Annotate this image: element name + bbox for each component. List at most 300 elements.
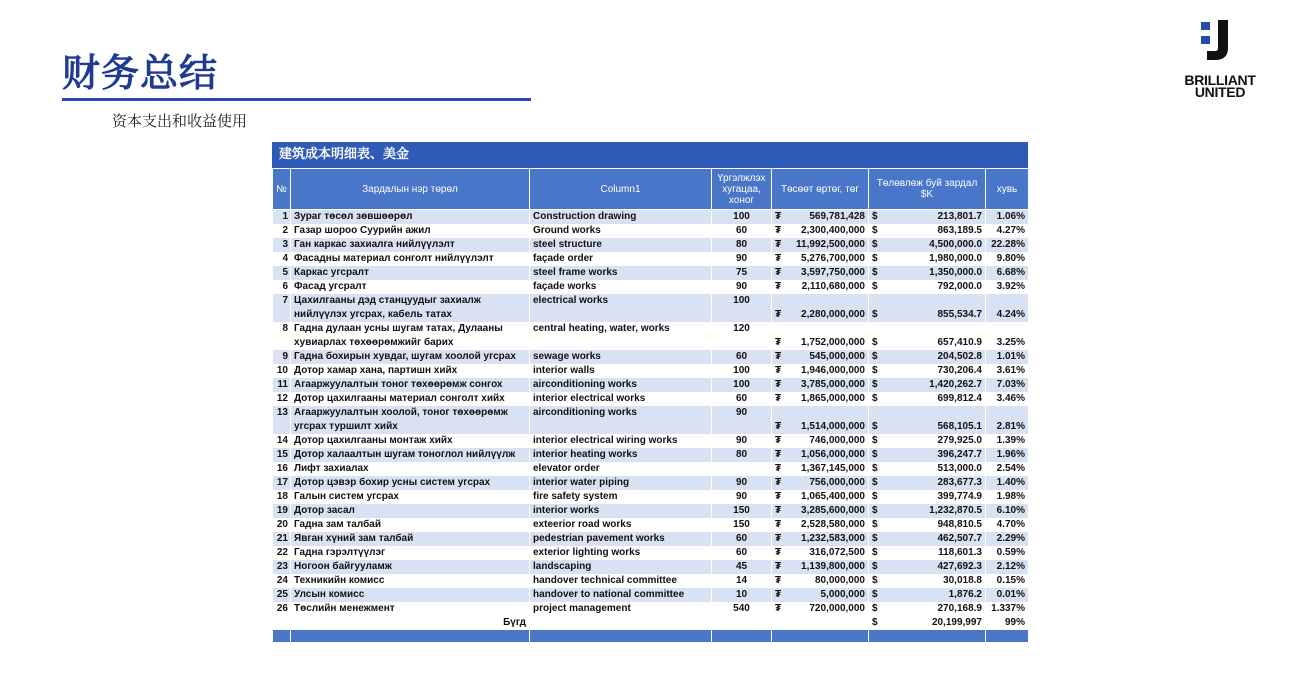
row-cost-tog-cell — [772, 210, 869, 225]
row-cost-usd-cell — [869, 350, 986, 364]
table-row — [273, 350, 1029, 364]
row-cost-usd-cell — [869, 406, 986, 434]
row-name-mn: Газар шороо Суурийн ажил — [291, 224, 530, 238]
row-cost-usd-cell — [869, 266, 986, 280]
logo-text-line1: BRILLIANT — [1184, 72, 1256, 88]
cost-tog-wrap — [775, 420, 865, 434]
row-percent: 1.06% — [986, 210, 1029, 225]
cost-tog-wrap — [775, 518, 865, 532]
cost-usd-wrap — [872, 448, 982, 462]
currency-dollar: $ — [872, 435, 878, 446]
table-row — [273, 238, 1029, 252]
row-percent: 3.25% — [986, 322, 1029, 350]
row-number: 7 — [273, 294, 291, 322]
total-row — [273, 616, 1029, 630]
row-cost-usd: 427,692.3 — [937, 561, 982, 572]
row-cost-usd: 1,876.2 — [948, 589, 982, 600]
row-number: 1 — [273, 210, 291, 225]
cost-tog-wrap — [775, 490, 865, 504]
row-number: 15 — [273, 448, 291, 462]
row-cost-tog: 1,865,000,000 — [801, 393, 865, 404]
table-row — [273, 490, 1029, 504]
currency-dollar: $ — [872, 267, 878, 278]
row-name-en: steel structure — [530, 238, 712, 252]
currency-tugrik: ₮ — [775, 519, 782, 530]
row-cost-tog-cell — [772, 350, 869, 364]
row-number: 26 — [273, 602, 291, 616]
footer-cell — [530, 630, 712, 642]
cost-tog-wrap — [775, 476, 865, 490]
cost-tog-wrap — [775, 252, 865, 266]
cost-tog-wrap — [775, 560, 865, 574]
row-percent: 1.96% — [986, 448, 1029, 462]
cost-tog-wrap — [775, 238, 865, 252]
footer-cell — [986, 630, 1029, 642]
table-row — [273, 224, 1029, 238]
table-row — [273, 602, 1029, 616]
currency-dollar: $ — [872, 589, 878, 600]
cost-usd-wrap — [872, 490, 982, 504]
row-cost-tog: 1,056,000,000 — [801, 449, 865, 460]
row-name-mn: Ногоон байгууламж — [291, 560, 530, 574]
footer-cell — [273, 630, 291, 642]
row-name-en: interior electrical wiring works — [530, 434, 712, 448]
row-number: 9 — [273, 350, 291, 364]
currency-tugrik: ₮ — [775, 225, 782, 236]
currency-dollar: $ — [872, 239, 878, 250]
row-number: 24 — [273, 574, 291, 588]
row-cost-tog: 2,528,580,000 — [801, 519, 865, 530]
row-cost-usd-cell — [869, 490, 986, 504]
currency-tugrik: ₮ — [775, 603, 782, 614]
page-title: 财务总结 — [62, 51, 219, 95]
row-name-mn: Дотор цэвэр бохир усны систем угсрах — [291, 476, 530, 490]
page-subtitle: 资本支出和收益使用 — [112, 112, 248, 130]
cost-table — [272, 168, 1029, 642]
row-name-en: airconditioning works — [530, 406, 712, 434]
currency-tugrik: ₮ — [775, 463, 782, 474]
cost-usd-wrap — [872, 504, 982, 518]
row-percent: 9.80% — [986, 252, 1029, 266]
row-cost-tog-cell — [772, 364, 869, 378]
table-row — [273, 406, 1029, 434]
col-header-duration: Үргэлжлэх хугацаа, хоног — [712, 169, 772, 210]
currency-tugrik: ₮ — [775, 393, 782, 404]
currency-dollar: $ — [872, 463, 878, 474]
row-name-en: façade works — [530, 280, 712, 294]
row-percent: 1.01% — [986, 350, 1029, 364]
row-cost-usd: 863,189.5 — [937, 225, 982, 236]
currency-tugrik: ₮ — [775, 281, 782, 292]
row-number: 2 — [273, 224, 291, 238]
row-cost-usd-cell — [869, 322, 986, 350]
table-row — [273, 448, 1029, 462]
cost-usd-wrap — [872, 602, 982, 616]
brilliant-united-logo — [1172, 18, 1268, 102]
row-name-mn: Дотор засал — [291, 504, 530, 518]
logo-mark-icon — [1199, 18, 1241, 62]
currency-dollar: $ — [872, 225, 878, 236]
row-cost-usd: 730,206.4 — [937, 365, 982, 376]
row-percent: 4.70% — [986, 518, 1029, 532]
row-number: 11 — [273, 378, 291, 392]
footer-cell — [869, 630, 986, 642]
row-cost-usd: 118,601.3 — [938, 547, 982, 558]
row-name-mn: Галын систем угсрах — [291, 490, 530, 504]
row-cost-usd: 30,018.8 — [943, 575, 982, 586]
row-cost-usd: 283,677.3 — [937, 477, 982, 488]
currency-tugrik: ₮ — [775, 477, 782, 488]
row-cost-usd-cell — [869, 238, 986, 252]
row-name-mn: Цахилгааны дэд станцуудыг захиалж нийлүүлэх угсрах, кабель татах — [291, 294, 530, 322]
row-duration: 75 — [712, 266, 772, 280]
row-duration: 60 — [712, 224, 772, 238]
row-percent: 0.15% — [986, 574, 1029, 588]
row-cost-tog-cell — [772, 462, 869, 476]
cost-usd-wrap — [872, 546, 982, 560]
table-row — [273, 476, 1029, 490]
row-name-en: exterior lighting works — [530, 546, 712, 560]
table-row — [273, 546, 1029, 560]
row-name-en: pedestrian pavement works — [530, 532, 712, 546]
row-cost-usd-cell — [869, 476, 986, 490]
currency-tugrik: ₮ — [775, 267, 782, 278]
currency-dollar: $ — [872, 547, 878, 558]
col-header-cost-tog: Төсөөт өртөг, төг — [772, 169, 869, 210]
currency-tugrik: ₮ — [775, 491, 782, 502]
row-cost-tog-cell — [772, 518, 869, 532]
currency-tugrik: ₮ — [775, 421, 782, 432]
table-row — [273, 378, 1029, 392]
row-cost-usd: 1,232,870.5 — [929, 505, 982, 516]
row-duration: 540 — [712, 602, 772, 616]
row-cost-tog: 2,110,680,000 — [801, 281, 865, 292]
row-duration: 90 — [712, 476, 772, 490]
cost-usd-wrap — [872, 210, 982, 224]
currency-dollar: $ — [872, 491, 878, 502]
currency-dollar: $ — [872, 533, 878, 544]
row-percent: 6.68% — [986, 266, 1029, 280]
table-row — [273, 294, 1029, 322]
row-cost-tog-cell — [772, 252, 869, 266]
table-row — [273, 210, 1029, 225]
row-duration: 60 — [712, 350, 772, 364]
row-number: 17 — [273, 476, 291, 490]
row-number: 23 — [273, 560, 291, 574]
currency-dollar: $ — [872, 253, 878, 264]
row-cost-usd-cell — [869, 448, 986, 462]
row-cost-tog: 316,072,500 — [809, 547, 865, 558]
row-cost-tog-cell — [772, 322, 869, 350]
row-name-mn: Гадна гэрэлтүүлэг — [291, 546, 530, 560]
row-duration: 100 — [712, 378, 772, 392]
row-name-en: interior water piping — [530, 476, 712, 490]
row-number: 22 — [273, 546, 291, 560]
cost-tog-wrap — [775, 546, 865, 560]
row-cost-tog-cell — [772, 490, 869, 504]
row-cost-tog-cell — [772, 588, 869, 602]
currency-dollar: $ — [872, 617, 878, 628]
row-name-en: handover to national committee — [530, 588, 712, 602]
row-duration: 10 — [712, 588, 772, 602]
currency-tugrik: ₮ — [775, 505, 782, 516]
cost-usd-wrap — [872, 420, 982, 434]
table-row — [273, 266, 1029, 280]
cost-tog-wrap — [775, 378, 865, 392]
footer-cell — [772, 630, 869, 642]
row-duration: 90 — [712, 490, 772, 504]
row-duration: 150 — [712, 518, 772, 532]
row-name-mn: Ган каркас захиалга нийлүүлэлт — [291, 238, 530, 252]
row-name-mn: Гадна бохирын хувдаг, шугам хоолой угсрах — [291, 350, 530, 364]
currency-tugrik: ₮ — [775, 239, 782, 250]
col-header-no: № — [273, 169, 291, 210]
row-duration: 60 — [712, 532, 772, 546]
row-name-en: Construction drawing — [530, 210, 712, 225]
row-cost-usd: 1,350,000.0 — [929, 267, 982, 278]
row-cost-tog: 3,285,600,000 — [801, 505, 865, 516]
row-cost-tog: 746,000,000 — [809, 435, 865, 446]
cost-tog-wrap — [775, 434, 865, 448]
currency-tugrik: ₮ — [775, 211, 782, 222]
row-name-mn: Фасадны материал сонголт нийлүүлэлт — [291, 252, 530, 266]
row-percent: 4.27% — [986, 224, 1029, 238]
cost-tog-wrap — [775, 266, 865, 280]
cost-usd-wrap — [872, 266, 982, 280]
row-duration: 100 — [712, 364, 772, 378]
cost-tog-wrap — [775, 350, 865, 364]
cost-usd-wrap — [872, 518, 982, 532]
total-usd-cell — [869, 616, 986, 630]
row-name-mn: Техникийн комисс — [291, 574, 530, 588]
row-cost-usd-cell — [869, 462, 986, 476]
row-name-mn: Лифт захиалах — [291, 462, 530, 476]
row-cost-tog-cell — [772, 504, 869, 518]
row-duration: 90 — [712, 252, 772, 266]
cost-tog-wrap — [775, 392, 865, 406]
row-name-mn: Явган хүний зам талбай — [291, 532, 530, 546]
row-percent: 0.59% — [986, 546, 1029, 560]
row-number: 3 — [273, 238, 291, 252]
row-name-en: steel frame works — [530, 266, 712, 280]
row-cost-usd: 204,502.8 — [937, 351, 982, 362]
row-name-mn: Агааржуулалтын тоног төхөөрөмж сонгох — [291, 378, 530, 392]
currency-dollar: $ — [872, 519, 878, 530]
row-percent: 1.98% — [986, 490, 1029, 504]
row-number: 18 — [273, 490, 291, 504]
currency-tugrik: ₮ — [775, 533, 782, 544]
cost-tog-wrap — [775, 532, 865, 546]
currency-tugrik: ₮ — [775, 435, 782, 446]
row-cost-usd-cell — [869, 210, 986, 225]
row-duration: 90 — [712, 406, 772, 434]
row-cost-tog-cell — [772, 238, 869, 252]
row-cost-tog: 1,514,000,000 — [801, 421, 865, 432]
row-duration: 90 — [712, 280, 772, 294]
row-name-mn: Төслийн менежмент — [291, 602, 530, 616]
row-cost-tog-cell — [772, 602, 869, 616]
row-cost-usd-cell — [869, 518, 986, 532]
currency-dollar: $ — [872, 561, 878, 572]
row-duration: 100 — [712, 294, 772, 322]
table-row — [273, 574, 1029, 588]
row-cost-tog: 80,000,000 — [814, 575, 865, 586]
row-percent: 6.10% — [986, 504, 1029, 518]
row-cost-usd: 948,810.5 — [937, 519, 982, 530]
row-percent: 2.81% — [986, 406, 1029, 434]
row-cost-usd: 213,801.7 — [937, 211, 982, 222]
row-number: 4 — [273, 252, 291, 266]
footer-cell — [712, 630, 772, 642]
row-percent: 4.24% — [986, 294, 1029, 322]
col-header-percent: хувь — [986, 169, 1029, 210]
row-name-en: façade order — [530, 252, 712, 266]
row-name-mn: Гадна зам талбай — [291, 518, 530, 532]
currency-tugrik: ₮ — [775, 337, 782, 348]
currency-dollar: $ — [872, 365, 878, 376]
table-body — [273, 210, 1029, 643]
table-row — [273, 364, 1029, 378]
row-duration — [712, 462, 772, 476]
cost-usd-wrap — [872, 574, 982, 588]
cost-usd-wrap — [872, 378, 982, 392]
row-cost-tog: 5,000,000 — [820, 589, 865, 600]
row-number: 21 — [273, 532, 291, 546]
table-row — [273, 588, 1029, 602]
cost-tog-wrap — [775, 364, 865, 378]
currency-dollar: $ — [872, 281, 878, 292]
table-row — [273, 252, 1029, 266]
row-duration: 60 — [712, 392, 772, 406]
row-cost-tog-cell — [772, 546, 869, 560]
currency-dollar: $ — [872, 393, 878, 404]
row-number: 16 — [273, 462, 291, 476]
row-duration: 100 — [712, 210, 772, 225]
cost-tog-wrap — [775, 574, 865, 588]
row-cost-usd-cell — [869, 378, 986, 392]
row-cost-usd: 1,980,000.0 — [929, 253, 982, 264]
currency-tugrik: ₮ — [775, 449, 782, 460]
row-percent: 22.28% — [986, 238, 1029, 252]
row-cost-usd-cell — [869, 364, 986, 378]
cost-tog-wrap — [775, 588, 865, 602]
row-name-mn: Дотор хамар хана, партишн хийх — [291, 364, 530, 378]
row-number: 20 — [273, 518, 291, 532]
table-row — [273, 518, 1029, 532]
row-name-en: fire safety system — [530, 490, 712, 504]
row-cost-usd-cell — [869, 392, 986, 406]
row-cost-usd-cell — [869, 546, 986, 560]
cost-tog-wrap — [775, 602, 865, 616]
currency-dollar: $ — [872, 379, 878, 390]
row-name-en: sewage works — [530, 350, 712, 364]
row-cost-usd: 855,534.7 — [937, 309, 982, 320]
row-cost-usd: 1,420,262.7 — [929, 379, 982, 390]
col-header-cost-usd: Төлөвлөж буй зардал $K — [869, 169, 986, 210]
row-cost-usd: 399,774.9 — [937, 491, 982, 502]
currency-dollar: $ — [872, 477, 878, 488]
row-name-mn: Дотор халаалтын шугам тоноглол нийлүүлж — [291, 448, 530, 462]
row-duration: 90 — [712, 434, 772, 448]
cost-tog-wrap — [775, 280, 865, 294]
cost-usd-wrap — [872, 280, 982, 294]
row-cost-tog-cell — [772, 532, 869, 546]
total-label: Бүгд — [291, 616, 530, 630]
row-cost-tog-cell — [772, 574, 869, 588]
currency-tugrik: ₮ — [775, 575, 782, 586]
cost-usd-wrap — [872, 588, 982, 602]
row-percent: 0.01% — [986, 588, 1029, 602]
currency-tugrik: ₮ — [775, 253, 782, 264]
table-row — [273, 462, 1029, 476]
row-cost-tog: 1,065,400,000 — [801, 491, 865, 502]
table-row — [273, 392, 1029, 406]
total-empty — [712, 616, 772, 630]
row-cost-usd-cell — [869, 574, 986, 588]
cost-usd-wrap — [872, 336, 982, 350]
cost-usd-wrap — [872, 392, 982, 406]
row-cost-tog: 11,992,500,000 — [796, 239, 865, 250]
row-name-en: electrical works — [530, 294, 712, 322]
row-name-en: landscaping — [530, 560, 712, 574]
currency-tugrik: ₮ — [775, 351, 782, 362]
cost-tog-wrap — [775, 336, 865, 350]
currency-dollar: $ — [872, 309, 878, 320]
cost-usd-wrap — [872, 224, 982, 238]
row-name-en: elevator order — [530, 462, 712, 476]
row-cost-usd-cell — [869, 224, 986, 238]
cost-usd-wrap — [872, 364, 982, 378]
row-cost-usd-cell — [869, 588, 986, 602]
row-percent: 1.40% — [986, 476, 1029, 490]
footer-cell — [291, 630, 530, 642]
row-duration: 45 — [712, 560, 772, 574]
row-cost-usd: 792,000.0 — [937, 281, 982, 292]
table-footer-bar — [273, 630, 1029, 642]
col-header-name-mn: Зардалын нэр төрөл — [291, 169, 530, 210]
row-cost-usd-cell — [869, 280, 986, 294]
row-cost-tog-cell — [772, 434, 869, 448]
row-cost-tog-cell — [772, 280, 869, 294]
row-cost-tog: 1,232,583,000 — [801, 533, 865, 544]
cost-tog-wrap — [775, 448, 865, 462]
row-cost-tog-cell — [772, 224, 869, 238]
row-number: 19 — [273, 504, 291, 518]
row-cost-tog: 3,597,750,000 — [801, 267, 865, 278]
table-row — [273, 434, 1029, 448]
table-row — [273, 560, 1029, 574]
row-number: 8 — [273, 322, 291, 350]
cost-usd-wrap — [872, 308, 982, 322]
table-row — [273, 532, 1029, 546]
currency-tugrik: ₮ — [775, 547, 782, 558]
table-title: 建筑成本明细表、美金 — [272, 142, 1028, 168]
table-row — [273, 280, 1029, 294]
row-cost-tog-cell — [772, 476, 869, 490]
currency-tugrik: ₮ — [775, 365, 782, 376]
row-percent: 2.12% — [986, 560, 1029, 574]
row-cost-tog: 2,280,000,000 — [801, 309, 865, 320]
cost-tog-wrap — [775, 210, 865, 224]
row-cost-usd: 657,410.9 — [937, 337, 982, 348]
row-name-mn: Улсын комисс — [291, 588, 530, 602]
row-cost-tog: 1,367,145,000 — [801, 463, 865, 474]
row-name-en: Ground works — [530, 224, 712, 238]
row-cost-tog: 569,781,428 — [809, 211, 865, 222]
currency-dollar: $ — [872, 449, 878, 460]
col-header-column1: Column1 — [530, 169, 712, 210]
currency-tugrik: ₮ — [775, 561, 782, 572]
